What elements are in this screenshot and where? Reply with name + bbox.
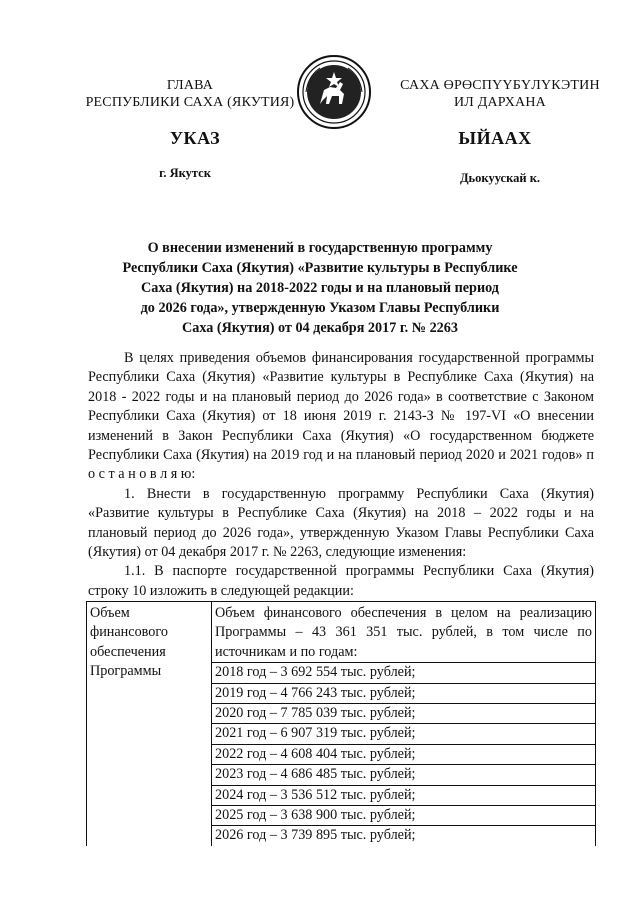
table-label-cell	[87, 602, 212, 846]
coat-of-arms-emblem	[296, 54, 372, 130]
label-line: финансового	[90, 624, 168, 641]
doc-type-sakha: ЫЙААХ	[458, 128, 532, 148]
header-right-line2: ИЛ ДАРХАНА	[453, 95, 546, 110]
table-year-line: 2022 год – 4 608 404 тыс. рублей;	[212, 745, 595, 765]
table-year-line: 2025 год – 3 638 900 тыс. рублей;	[212, 806, 595, 826]
body-paragraph: 1. Внести в государственную программу Республики Саха (Якутия) «Развитие культуры в Республике Саха (Якутия) на 2018 – 2022 годы и на плановый период до 2026 года», утвержденную Указом Главы Республики Саха (Якутия) от 04 декабря 2017 г. № 2263, следующие изменения:	[88, 485, 594, 561]
title-line: Саха (Якутия) от 04 декабря 2017 г. № 2263	[182, 320, 458, 336]
title-line: О внесении изменений в государственную программу	[147, 240, 493, 256]
header-left-line1: ГЛАВА	[166, 78, 214, 93]
table-row	[87, 602, 596, 846]
header-left-authority	[70, 77, 310, 111]
body-paragraph: В целях приведения объемов финансирования государственной программы Республики Саха (Якутия) «Развитие культуры в Республике Саха (Якутия) на 2018 - 2022 годы и на плановый период до 2026 года» в соответствие с Законом Республики Саха (Якутия) от 18 июня 2019 г. 2143-З № 197-VI «О внесении изменений в Закон Республики Саха (Якутия) «О государственном бюджете Республики Саха (Якутия) на 2019 год и на плановый период 2020 и 2021 годов» п о с т а н о в л я ю:	[88, 350, 594, 483]
doc-type-ru: УКАЗ	[169, 128, 221, 148]
header-right-authority	[380, 77, 620, 111]
label-line: Объем	[90, 605, 130, 621]
city-sakha: Дьокуускай к.	[459, 171, 541, 185]
table-year-line: 2019 год – 4 766 243 тыс. рублей;	[212, 684, 595, 704]
table-year-line: 2023 год – 4 686 485 тыс. рублей;	[212, 765, 595, 785]
financing-table	[86, 601, 596, 846]
decree-body	[88, 349, 594, 601]
table-year-line: 2020 год – 7 785 039 тыс. рублей;	[212, 704, 595, 724]
table-year-line: 2026 год – 3 739 895 тыс. рублей;	[215, 827, 416, 844]
city-ru: г. Якутск	[159, 166, 211, 180]
header-right-line1: САХА ӨРӨСПҮҮБҮЛҮКЭТИН	[400, 78, 600, 93]
header-left-line2: РЕСПУБЛИКИ САХА (ЯКУТИЯ)	[85, 95, 295, 110]
decree-title	[100, 238, 540, 338]
title-line: до 2026 года», утвержденную Указом Главы Республики	[140, 300, 500, 316]
table-value-cell	[212, 602, 596, 846]
title-line: Республики Саха (Якутия) «Развитие культуры в Республике	[122, 260, 518, 276]
label-line: Программы	[90, 663, 162, 680]
table-year-line: 2024 год – 3 536 512 тыс. рублей;	[212, 786, 595, 806]
table-year-line: 2018 год – 3 692 554 тыс. рублей;	[212, 663, 595, 683]
table-intro: Объем финансового обеспечения в целом на реализацию Программы – 43 361 351 тыс. рублей, в том числе по источникам и по годам:	[212, 604, 595, 663]
title-line: Саха (Якутия) на 2018-2022 годы и на плановый период	[141, 280, 499, 296]
table-year-line: 2021 год – 6 907 319 тыс. рублей;	[212, 724, 595, 744]
label-line: обеспечения	[90, 643, 166, 660]
body-paragraph: 1.1. В паспорте государственной программы Республики Саха (Якутия) строку 10 изложить в следующей редакции:	[88, 563, 594, 599]
